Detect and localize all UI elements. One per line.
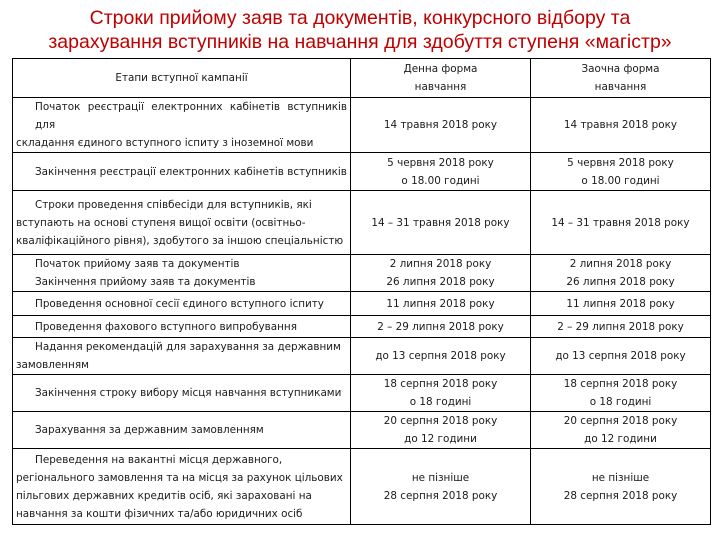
stage-text-line: Зарахування за державним замовленням bbox=[35, 424, 264, 436]
stage-cell bbox=[13, 153, 351, 191]
header-stage: Етапи вступної кампанії bbox=[13, 59, 351, 98]
stage-cell bbox=[13, 412, 351, 449]
stage-text-line: Початок реєстрації електронних кабінетів вступників для bbox=[35, 101, 347, 131]
table-row bbox=[13, 98, 711, 153]
table-row bbox=[13, 316, 711, 338]
stage-cell bbox=[13, 191, 351, 255]
stage-text-line: Надання рекомендацій для зарахування за державним bbox=[35, 341, 341, 353]
stage-cell bbox=[13, 292, 351, 316]
table-row bbox=[13, 191, 711, 255]
fulltime-date-line: о 18.00 годині bbox=[401, 174, 480, 187]
fulltime-date-cell bbox=[351, 375, 531, 412]
stage-text-line: навчання за кошти фізичних та/або юридичних осіб bbox=[16, 507, 303, 520]
fulltime-date-line: до 12 години bbox=[404, 433, 477, 445]
stage-cell bbox=[13, 338, 351, 375]
parttime-date-cell bbox=[531, 316, 711, 338]
admission-schedule-table bbox=[12, 58, 711, 525]
fulltime-date-line: 5 червня 2018 року bbox=[387, 156, 494, 169]
stage-cell bbox=[13, 98, 351, 153]
table-row bbox=[13, 375, 711, 412]
parttime-date-cell bbox=[531, 449, 711, 525]
fulltime-date-line: 28 серпня 2018 року bbox=[383, 489, 498, 502]
parttime-date-line: 2 липня 2018 року bbox=[569, 258, 672, 270]
parttime-date-cell bbox=[531, 98, 711, 153]
header-fulltime-line1: Денна форма bbox=[403, 63, 478, 75]
fulltime-date-cell bbox=[351, 98, 531, 153]
fulltime-date-cell bbox=[351, 292, 531, 316]
header-fulltime-line2: навчання bbox=[414, 81, 467, 93]
stage-text-line: складання єдиного вступного іспиту з іноземної мови bbox=[16, 137, 314, 149]
header-parttime bbox=[531, 59, 711, 98]
fulltime-date-line: 14 травня 2018 року bbox=[383, 119, 498, 131]
fulltime-date-cell bbox=[351, 316, 531, 338]
fulltime-date-line: 2 липня 2018 року bbox=[389, 258, 492, 270]
table-row bbox=[13, 412, 711, 449]
parttime-date-line: 28 серпня 2018 року bbox=[563, 489, 678, 502]
fulltime-date-cell bbox=[351, 191, 531, 255]
page-title bbox=[0, 6, 720, 54]
fulltime-date-line: 20 серпня 2018 року bbox=[383, 415, 498, 427]
table-row bbox=[13, 292, 711, 316]
stage-text-line: Закінчення реєстрації електронних кабінетів вступників bbox=[35, 165, 347, 178]
stage-text-line: пільгових державних кредитів осіб, які зараховані на bbox=[16, 489, 312, 502]
parttime-date-line: 11 липня 2018 року bbox=[566, 297, 675, 310]
title-line-1: Строки прийому заяв та документів, конкурсного відбору та bbox=[89, 7, 631, 29]
table-row bbox=[13, 338, 711, 375]
stage-text-line: Проведення основної сесії єдиного вступного іспиту bbox=[35, 297, 324, 310]
fulltime-date-line: не пізніше bbox=[411, 471, 470, 484]
fulltime-date-cell bbox=[351, 412, 531, 449]
parttime-date-line: до 12 години bbox=[584, 433, 657, 445]
header-row bbox=[13, 59, 711, 98]
title-line-2: зарахування вступників на навчання для здобуття ступеня «магістр» bbox=[48, 31, 672, 53]
stage-text-line: регіонального замовлення та на місця за рахунок цільових bbox=[16, 471, 343, 484]
stage-text-line: замовленням bbox=[16, 359, 89, 371]
header-parttime-line2: навчання bbox=[594, 81, 647, 93]
parttime-date-line: 14 – 31 травня 2018 року bbox=[551, 216, 690, 229]
stage-text-line: вступають на основі ступеня вищої освіти (освітньо- bbox=[16, 216, 306, 229]
parttime-date-line: 26 липня 2018 року bbox=[566, 276, 675, 288]
fulltime-date-cell bbox=[351, 449, 531, 525]
parttime-date-line: 20 серпня 2018 року bbox=[563, 415, 678, 427]
table-row bbox=[13, 153, 711, 191]
stage-text-line: кваліфікаційного рівня), здобутого за іншою спеціальністю bbox=[16, 234, 344, 247]
parttime-date-cell bbox=[531, 292, 711, 316]
stage-cell bbox=[13, 255, 351, 292]
fulltime-date-line: 14 – 31 травня 2018 року bbox=[371, 216, 510, 229]
parttime-date-cell bbox=[531, 412, 711, 449]
stage-text-line: Проведення фахового вступного випробування bbox=[35, 320, 297, 333]
fulltime-date-cell bbox=[351, 255, 531, 292]
stage-text-line: Переведення на вакантні місця державного, bbox=[35, 453, 283, 466]
parttime-date-cell bbox=[531, 153, 711, 191]
stage-cell bbox=[13, 449, 351, 525]
stage-cell bbox=[13, 316, 351, 338]
stage-text-line: Строки проведення співбесіди для вступників, які bbox=[35, 198, 312, 211]
fulltime-date-line: о 18 годині bbox=[409, 396, 472, 408]
stage-text-line: Закінчення строку вибору місця навчання вступниками bbox=[35, 387, 342, 399]
stage-cell bbox=[13, 375, 351, 412]
header-parttime-line1: Заочна форма bbox=[581, 63, 660, 75]
parttime-date-line: 14 травня 2018 року bbox=[563, 119, 678, 131]
parttime-date-cell bbox=[531, 338, 711, 375]
stage-text-line: Закінчення прийому заяв та документів bbox=[35, 276, 256, 288]
fulltime-date-line: 2 – 29 липня 2018 року bbox=[377, 320, 504, 333]
fulltime-date-line: 18 серпня 2018 року bbox=[383, 378, 498, 390]
fulltime-date-cell bbox=[351, 338, 531, 375]
stage-text-line: Початок прийому заяв та документів bbox=[35, 258, 240, 270]
parttime-date-cell bbox=[531, 255, 711, 292]
table-row bbox=[13, 449, 711, 525]
fulltime-date-cell bbox=[351, 153, 531, 191]
parttime-date-line: 5 червня 2018 року bbox=[567, 156, 674, 169]
parttime-date-line: о 18 годині bbox=[589, 396, 652, 408]
parttime-date-line: не пізніше bbox=[591, 471, 650, 484]
parttime-date-line: о 18.00 годині bbox=[581, 174, 660, 187]
parttime-date-line: 18 серпня 2018 року bbox=[563, 378, 678, 390]
parttime-date-cell bbox=[531, 375, 711, 412]
fulltime-date-line: 11 липня 2018 року bbox=[386, 297, 495, 310]
parttime-date-line: до 13 серпня 2018 року bbox=[555, 350, 686, 362]
header-fulltime bbox=[351, 59, 531, 98]
fulltime-date-line: 26 липня 2018 року bbox=[386, 276, 495, 288]
fulltime-date-line: до 13 серпня 2018 року bbox=[375, 350, 506, 362]
table-row bbox=[13, 255, 711, 292]
parttime-date-cell bbox=[531, 191, 711, 255]
parttime-date-line: 2 – 29 липня 2018 року bbox=[557, 320, 684, 333]
